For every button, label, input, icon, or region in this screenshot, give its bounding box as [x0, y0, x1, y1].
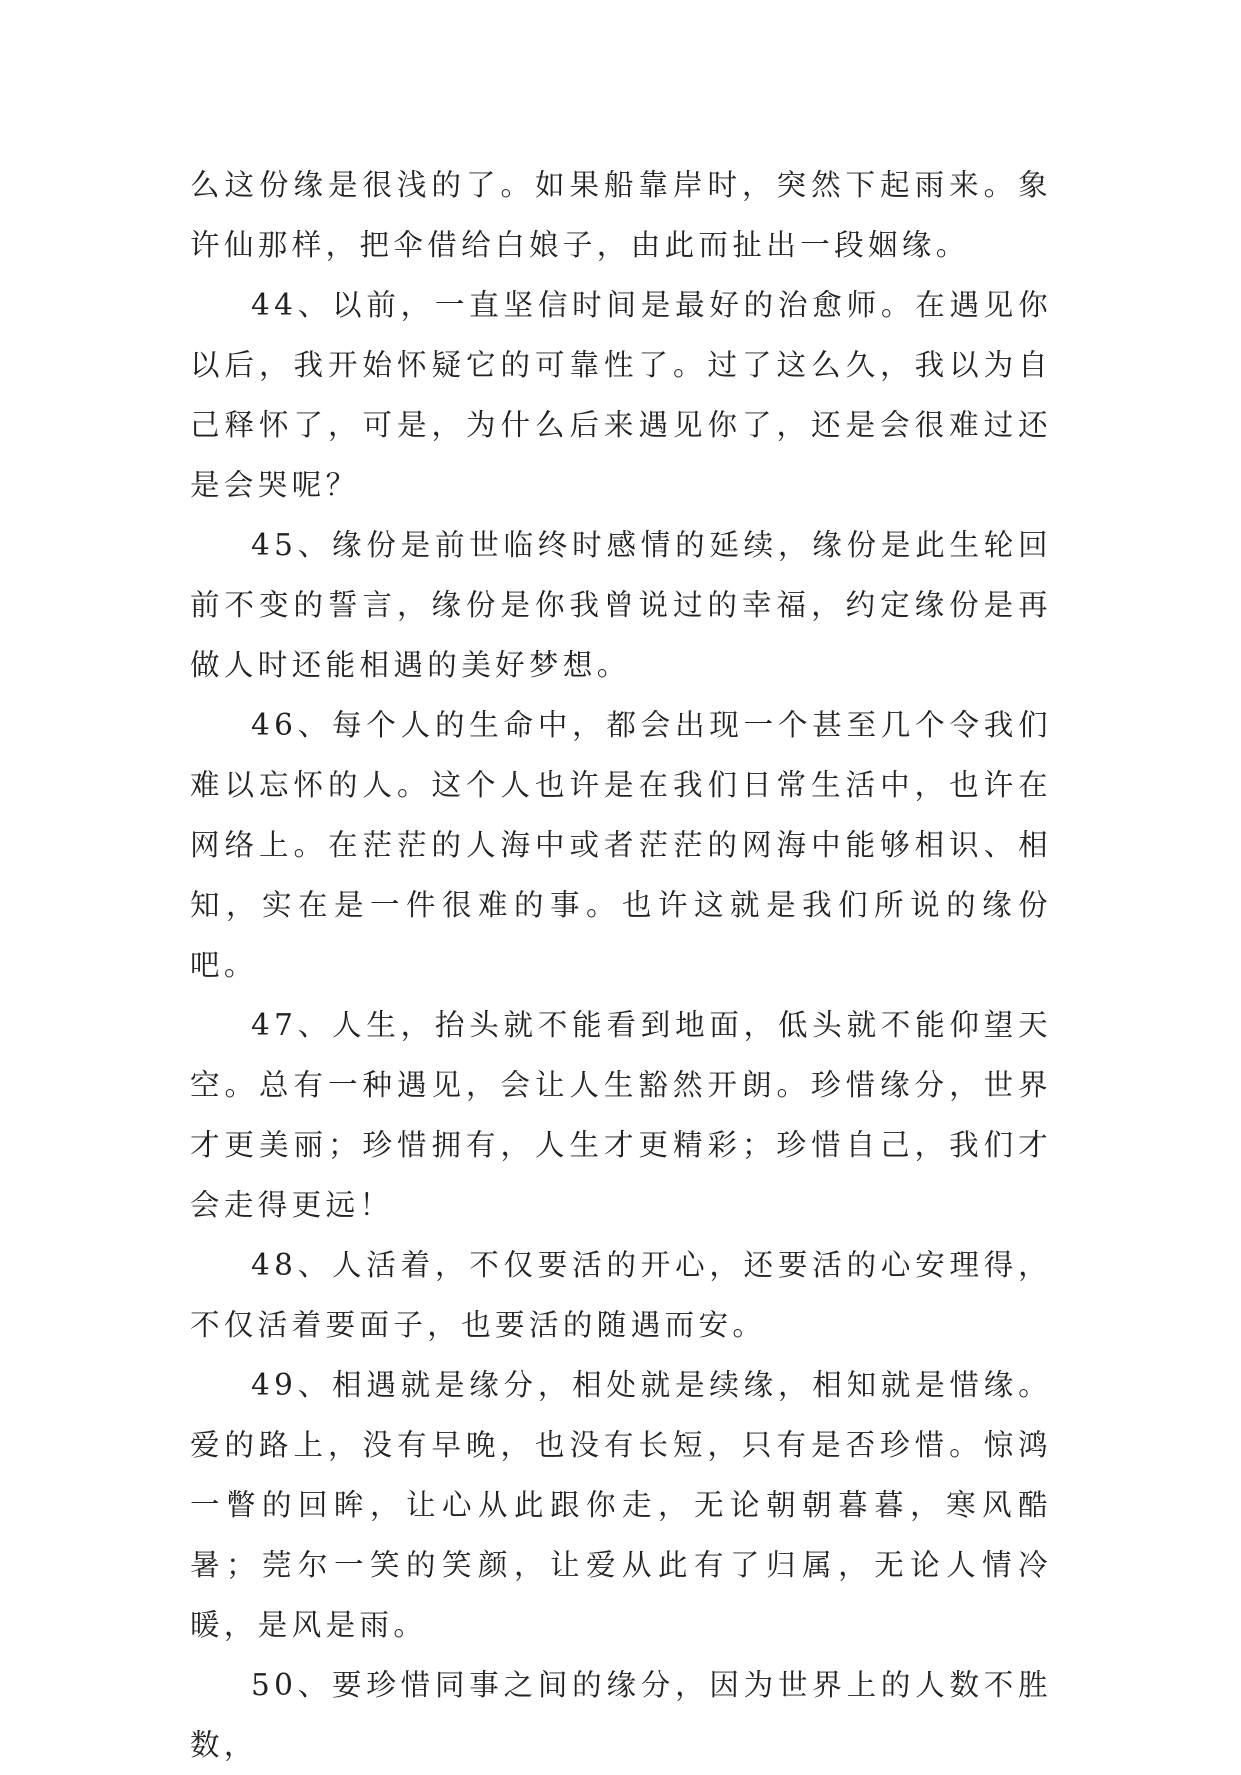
paragraph-47: 47、人生，抬头就不能看到地面，低头就不能仰望天空。总有一种遇见，会让人生豁然开朗。珍惜缘分，世界才更美丽；珍惜拥有，人生才更精彩；珍惜自己，我们才会走得更远！: [190, 1008, 1052, 1222]
paragraph-continuation: 么这份缘是很浅的了。如果船靠岸时，突然下起雨来。象许仙那样，把伞借给白娘子，由此而扯出一段姻缘。: [190, 168, 1052, 262]
paragraph-50: 50、要珍惜同事之间的缘分，因为世界上的人数不胜数，: [190, 1668, 1052, 1762]
paragraph-46: 46、每个人的生命中，都会出现一个甚至几个令我们难以忘怀的人。这个人也许是在我们日常生活中，也许在网络上。在茫茫的人海中或者茫茫的网海中能够相识、相知，实在是一件很难的事。也许这就是我们所说的缘份吧。: [190, 708, 1052, 982]
paragraph-48: 48、人活着，不仅要活的开心，还要活的心安理得，不仅活着要面子，也要活的随遇而安。: [190, 1248, 1052, 1342]
document-body: [190, 155, 1052, 1775]
paragraph-45: 45、缘份是前世临终时感情的延续，缘份是此生轮回前不变的誓言，缘份是你我曾说过的幸福，约定缘份是再做人时还能相遇的美好梦想。: [190, 528, 1052, 682]
paragraph-44: 44、以前，一直坚信时间是最好的治愈师。在遇见你以后，我开始怀疑它的可靠性了。过了这么久，我以为自己释怀了，可是，为什么后来遇见你了，还是会很难过还是会哭呢？: [190, 288, 1052, 502]
paragraph-49: 49、相遇就是缘分，相处就是续缘，相知就是惜缘。爱的路上，没有早晚，也没有长短，只有是否珍惜。惊鸿一瞥的回眸，让心从此跟你走，无论朝朝暮暮，寒风酷暑；莞尔一笑的笑颜，让爱从此有了归属，无论人情冷暖，是风是雨。: [190, 1368, 1052, 1642]
